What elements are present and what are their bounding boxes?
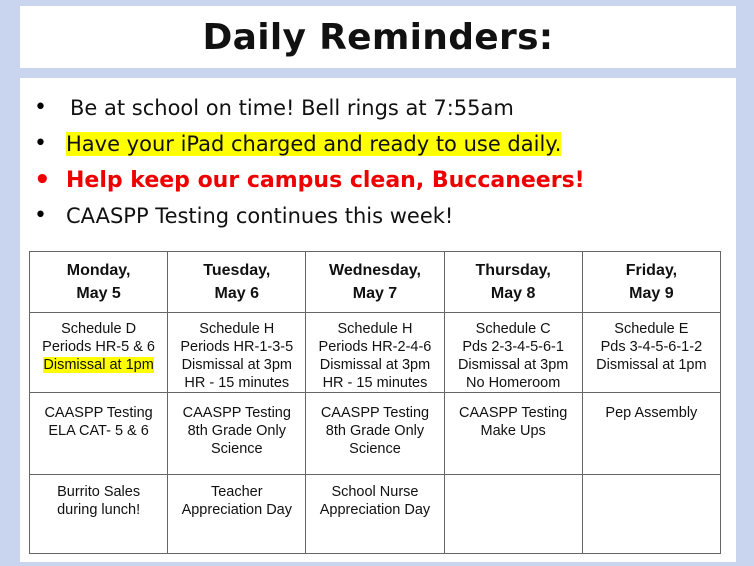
bullet-icon: • [34,165,51,195]
schedule-cell [168,475,306,554]
cell-line: Dismissal at 3pm [319,357,431,373]
day-header [444,252,582,313]
cell-line: No Homeroom [466,375,561,391]
day-header [306,252,444,313]
reminder-text: Be at school on time! Bell rings at 7:55am [70,96,514,120]
day-name: Monday, [66,262,131,279]
page-title: Daily Reminders: [202,16,554,58]
cell-line: Appreciation Day [181,502,292,518]
cell-line: Schedule D [61,321,137,337]
day-header [30,252,168,313]
cell-line: ELA CAT- 5 & 6 [48,423,149,439]
cell-line: Dismissal at 1pm [596,357,707,373]
schedule-row [30,393,721,475]
cell-line: Schedule H [199,321,275,337]
cell-line: Schedule C [475,321,551,337]
reminder-text: Help keep our campus clean, Buccaneers! [66,167,585,193]
cell-line: HR - 15 minutes [322,375,428,391]
cell-line: CAASPP Testing [459,405,568,421]
cell-line: Dismissal at 3pm [457,357,569,373]
schedule-cell [306,313,444,393]
cell-line: CAASPP Testing [320,405,430,421]
schedule-cell-empty [444,475,582,554]
reminder-text: Have your iPad charged and ready to use daily. [66,132,562,156]
cell-line: School Nurse [331,484,419,500]
day-header [168,252,306,313]
cell-line: Burrito Sales [57,484,141,500]
header-row [30,252,721,313]
content-panel [20,78,736,562]
schedule-cell [168,393,306,475]
schedule-cell [444,313,582,393]
cell-line: Appreciation Day [319,502,431,518]
schedule-cell-empty [582,475,720,554]
reminder-item [30,162,730,198]
day-date: May 8 [490,285,536,302]
day-date: May 6 [214,285,260,302]
cell-line-highlighted: Dismissal at 1pm [43,357,154,373]
cell-line: Schedule E [614,321,689,337]
cell-line: Pds 2-3-4-5-6-1 [462,339,564,355]
cell-line: 8th Grade Only [325,423,425,439]
bullet-icon: • [34,95,47,120]
schedule-cell [30,313,168,393]
cell-line: Make Ups [480,423,546,439]
day-name: Friday, [625,262,678,279]
cell-line: Periods HR-1-3-5 [180,339,294,355]
day-name: Tuesday, [203,262,271,279]
cell-line: Teacher [210,484,263,500]
schedule-row [30,313,721,393]
cell-line: CAASPP Testing [44,405,153,421]
day-date: May 7 [352,285,398,302]
schedule-cell [168,313,306,393]
schedule-cell [30,393,168,475]
bullet-icon: • [34,131,47,156]
reminder-text: CAASPP Testing continues this week! [66,204,454,228]
reminder-list [30,90,730,234]
schedule-cell [582,313,720,393]
day-name: Wednesday, [329,262,421,279]
reminder-item [30,90,730,126]
cell-line: during lunch! [57,502,141,518]
cell-line: Periods HR-2-4-6 [318,339,432,355]
day-name: Thursday, [475,262,551,279]
day-date: May 5 [76,285,121,302]
day-date: May 9 [629,285,674,302]
reminder-item [30,198,730,234]
schedule-row [30,475,721,554]
cell-line: CAASPP Testing [182,405,291,421]
reminder-item [30,126,730,162]
cell-line: Science [210,441,263,457]
schedule-cell [582,393,720,475]
schedule-cell [306,393,444,475]
cell-line: Science [349,441,401,457]
title-bar [20,6,736,68]
cell-line: Dismissal at 3pm [181,357,292,373]
cell-line: HR - 15 minutes [184,375,290,391]
cell-line: Pep Assembly [605,405,698,421]
day-header [582,252,720,313]
schedule-cell [444,393,582,475]
schedule-cell [306,475,444,554]
weekly-schedule-table [29,251,721,554]
bullet-icon: • [34,203,47,228]
cell-line: Periods HR-5 & 6 [42,339,155,355]
cell-line: Pds 3-4-5-6-1-2 [600,339,703,355]
cell-line: 8th Grade Only [187,423,286,439]
schedule-cell [30,475,168,554]
cell-line: Schedule H [337,321,413,337]
